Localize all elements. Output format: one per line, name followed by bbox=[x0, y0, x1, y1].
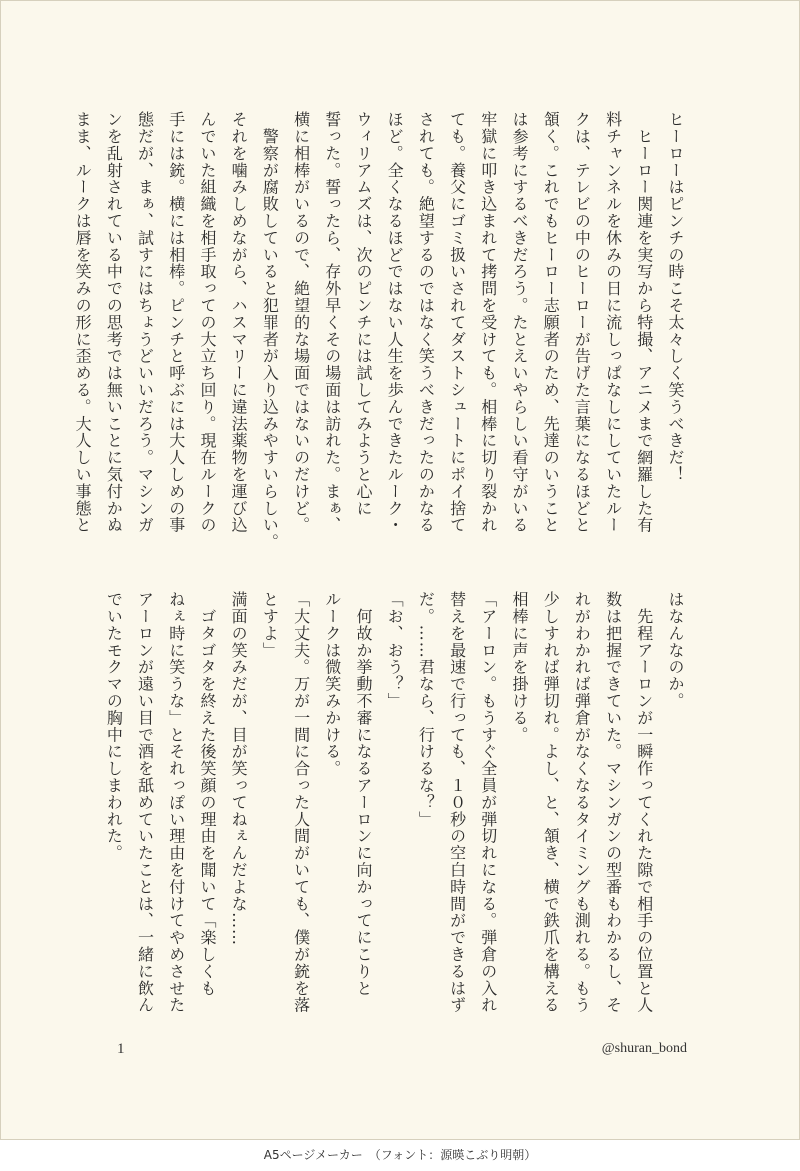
text-line: ヒーローはピンチの時こそ太々しく笑うべきだ！ bbox=[666, 111, 685, 483]
text-line: 手には銃。横には相棒。ピンチと呼ぶには大人しめの事 bbox=[166, 111, 186, 534]
text-line: ンを乱射されている中での思考では無いことに気付かぬ bbox=[104, 111, 124, 534]
text-line: ねぇ時に笑うな」とそれっぽい理由を付けてやめさせた bbox=[166, 591, 186, 1014]
text-line: 少しすれば弾切れ。よし、と、頷き、横で鉄爪を構える bbox=[541, 591, 561, 1014]
text-line: んでいた組織を相手取っての大立ち回り。現在ルークの bbox=[197, 111, 217, 534]
author-handle: @shuran_bond bbox=[601, 1041, 687, 1056]
text-line: ても。養父にゴミ扱いされてダストシュートにポイ捨て bbox=[447, 111, 467, 534]
text-line: だ。……君なら、行けるな？」 bbox=[416, 591, 436, 828]
text-line: 相棒に声を掛ける。 bbox=[509, 591, 529, 744]
text-line: 料チャンネルを休みの日に流しっぱなしにしていたルー bbox=[603, 111, 623, 534]
text-line: ほど。全くなるほどではない人生を歩んできたルーク・ bbox=[385, 111, 405, 534]
text-line: 「アーロン。もうすぐ全員が弾切れになる。弾倉の入れ bbox=[478, 591, 498, 1014]
text-line: 替えを最速で行っても、１０秒の空白時間ができるはず bbox=[447, 591, 467, 1014]
text-line: 態だが、まぁ、試すにはちょうどいいだろう。マシンガ bbox=[135, 111, 155, 534]
text-line: 先程アーロンが一瞬作ってくれた隙で相手の位置と人 bbox=[634, 591, 654, 1014]
text-line: れがわかれば弾倉がなくなるタイミングも測れる。もう bbox=[572, 591, 592, 1014]
text-line: ウィリアムズは、次のピンチには試してみようと心に bbox=[353, 111, 373, 517]
text-line: とすよ」 bbox=[260, 591, 280, 659]
text-line: 満面の笑みだが、目が笑ってねぇんだよな…… bbox=[229, 591, 249, 946]
page-number: 1 bbox=[117, 1041, 125, 1057]
text-line: それを噛みしめながら、ハスマリーに違法薬物を運び込 bbox=[229, 111, 249, 534]
upper-text-block bbox=[73, 111, 691, 551]
text-line: クは、テレビの中のヒーローが告げた言葉になるほどと bbox=[572, 111, 592, 534]
text-line: 「お、おう？」 bbox=[385, 591, 405, 710]
text-line: されても。絶望するのではなく笑うべきだったのかなる bbox=[416, 111, 436, 534]
text-line: 数は把握できていた。マシンガンの型番もわかるし、そ bbox=[603, 591, 623, 1014]
text-line: アーロンが遠い目で酒を舐めていたことは、一緒に飲ん bbox=[135, 591, 155, 1014]
text-line: 誓った。誓ったら、存外早くその場面は訪れた。まぁ、 bbox=[322, 111, 342, 534]
text-line: 警察が腐敗していると犯罪者が入り込みやすいらしい。 bbox=[260, 111, 280, 551]
text-line: ヒーロー関連を実写から特撮、アニメまで網羅した有 bbox=[634, 111, 654, 534]
text-line: ルークは微笑みかける。 bbox=[322, 591, 342, 777]
lower-text-block bbox=[104, 591, 691, 1014]
text-line: ゴタゴタを終えた後笑顔の理由を聞いて「楽しくも bbox=[197, 591, 217, 997]
text-line: は参考にするべきだろう。たとえいやらしい看守がいる bbox=[509, 111, 529, 534]
text-line: 横に相棒がいるので、絶望的な場面ではないのだけど。 bbox=[291, 111, 311, 534]
text-line: 何故か挙動不審になるアーロンに向かってにこりと bbox=[353, 591, 373, 997]
text-line: でいたモクマの胸中にしまわれた。 bbox=[104, 591, 124, 862]
text-line: はなんなのか。 bbox=[666, 591, 685, 710]
text-line: 「大丈夫。万が一間に合った人間がいても、僕が銃を落 bbox=[291, 591, 311, 1014]
footer-caption: A5ページメーカー （フォント：源暎こぶり明朝） bbox=[263, 1148, 537, 1162]
text-line: 頷く。これでもヒーロー志願者のため、先達のいうこと bbox=[541, 111, 561, 534]
text-line: 牢獄に叩き込まれて拷問を受けても。相棒に切り裂かれ bbox=[478, 111, 498, 534]
text-line: まま、ルークは唇を笑みの形に歪める。大人しい事態と bbox=[73, 111, 93, 534]
